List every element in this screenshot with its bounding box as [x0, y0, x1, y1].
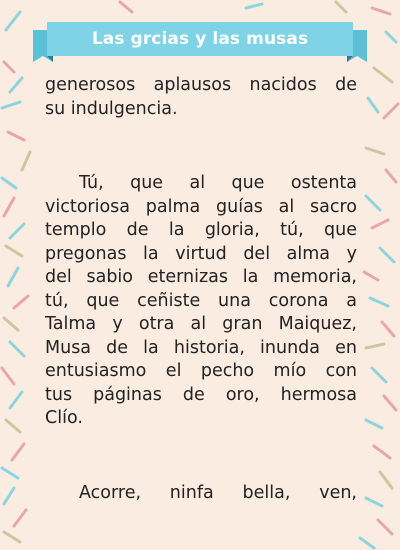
text-line: del sabio eternizas la memoria,: [45, 267, 357, 287]
title-ribbon: [33, 22, 367, 62]
text-line: Acorre, ninfa bella, ven,: [79, 483, 357, 503]
text-line: tú, que ceñiste una corona a: [45, 290, 357, 311]
paragraph-acorre: [45, 482, 357, 506]
text-line: generosos aplausos nacidos de: [45, 75, 357, 95]
text-line: su indulgencia.: [45, 98, 178, 119]
page-title: Las grcias y las musas: [91, 29, 309, 49]
text-line: entusiasmo el pecho mío con: [45, 361, 357, 381]
text-line: Tú, que al que ostenta: [79, 173, 357, 193]
text-line: templo de la gloria, tú, que: [45, 220, 357, 240]
text-line: Talma y otra al gran Maiquez,: [45, 314, 357, 334]
text-line: pregonas la virtud del alma y: [45, 243, 357, 264]
text-line: Musa de la historia, inunda en: [45, 337, 357, 358]
text-line: Clío.: [45, 408, 83, 428]
text-line: victoriosa palma guías al sacro: [45, 196, 357, 217]
paragraph-continuation: [45, 74, 357, 121]
paragraph-clio: [45, 172, 357, 431]
text-line: tus páginas de oro, hermosa: [45, 384, 357, 405]
